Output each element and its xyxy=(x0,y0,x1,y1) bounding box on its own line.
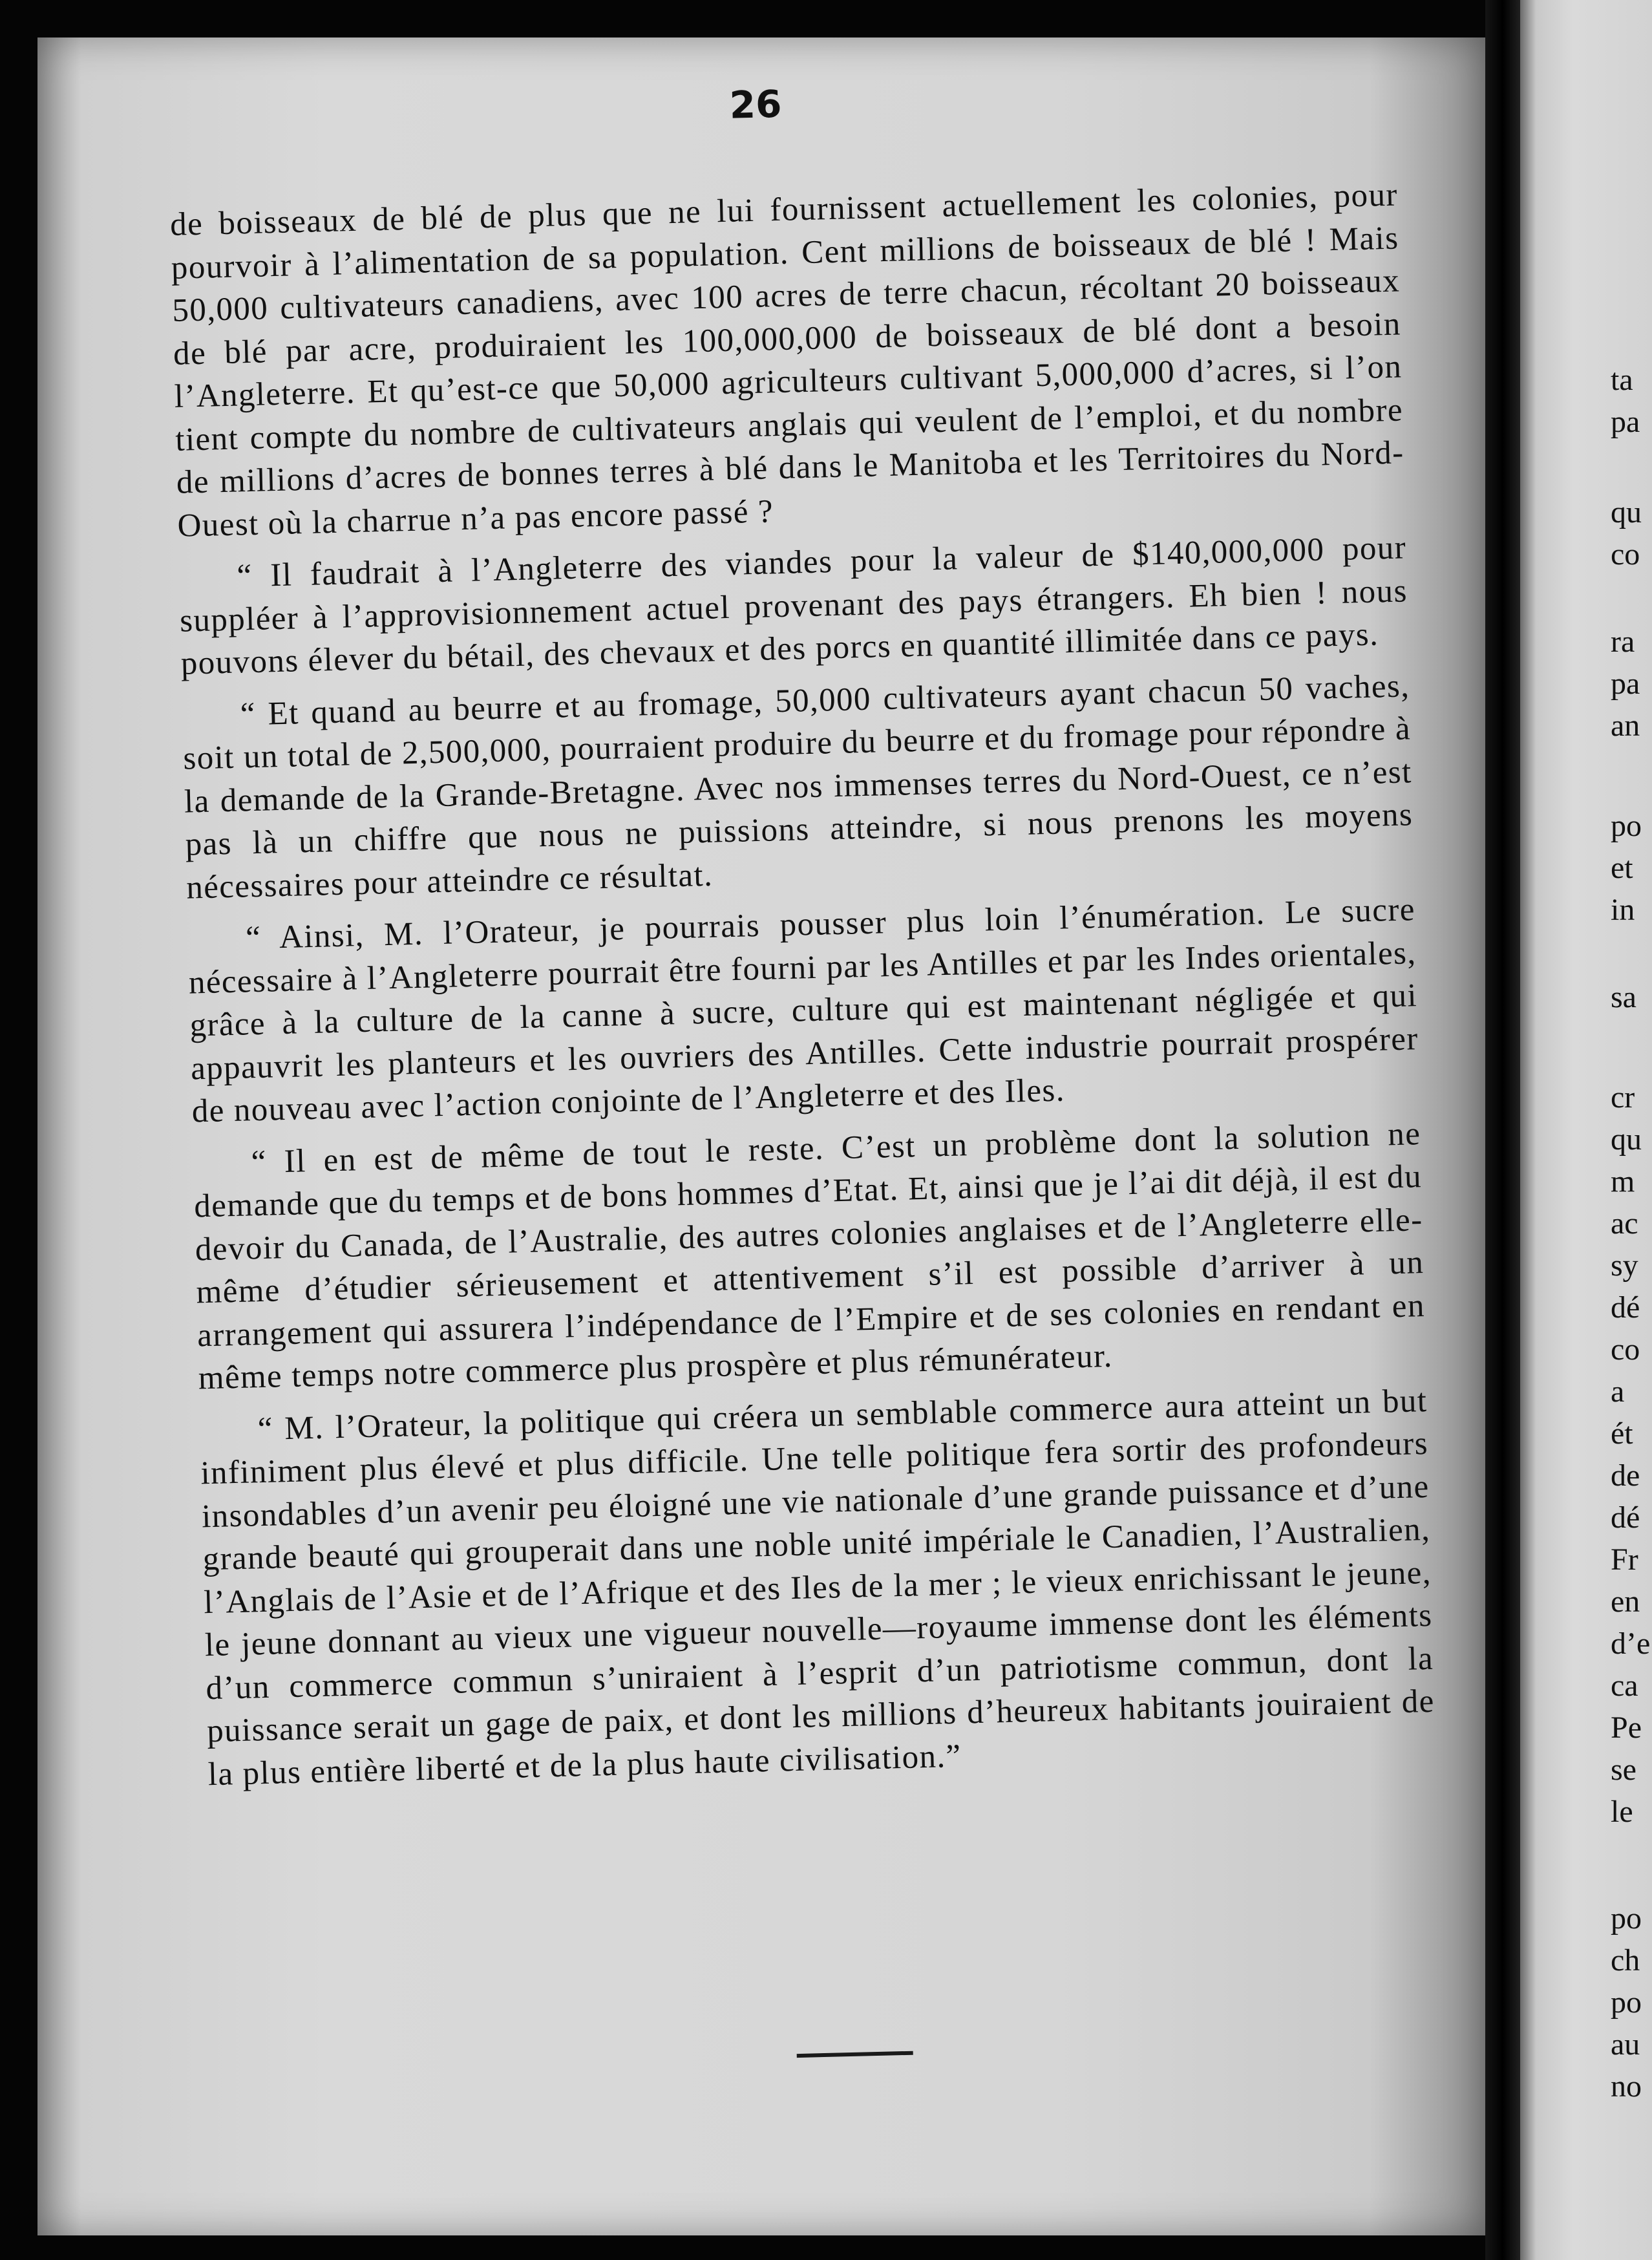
fragment-text: se xyxy=(1611,1753,1636,1787)
paragraph: “ Et quand au beurre et au fromage, 50,000 cultivateurs ayant chacun 50 vaches, soit un total de 2,500,000, pourraient produire du beurre et du fromage pour répondre à la demande de la Grande-Bretagne. Avec nos immenses terres du Nord-Ouest, ce n’est pas là un chiffre que nous ne puissions atteindre, si nous prenons les moyens nécessaires pour atteindre ce résultat. xyxy=(182,667,1414,906)
fragment-text: le xyxy=(1611,1795,1633,1829)
paragraph: “ Ainsi, M. l’Orateur, je pourrais pousser plus loin l’énumération. Le sucre nécessaire à l’Angleterre pourrait être fourni par les Antilles et par les Indes orientales, grâce à la culture de la canne à sucre, culture qui est maintenant négligée et qui appauvrit les planteurs et les ouvriers des Antilles. Cette industrie pourrait prospérer de nouveau avec l’action conjointe de l’Angleterre et des Iles. xyxy=(188,891,1419,1130)
fragment-text: dé xyxy=(1611,1290,1640,1325)
fragment-text: po xyxy=(1611,809,1642,843)
fragment-text: sa xyxy=(1611,980,1636,1014)
paragraph: “ M. l’Orateur, la politique qui créera un semblable commerce aura atteint un but infiniment plus élevé et plus difficile. Une telle politique fera sortir des profondeurs insondables d’un avenir peu éloigné une vie nationale d’une grande puissance et d’une grande beauté qui grouperait dans une noble unité impériale le Canadien, l’Australien, l’Anglais de l’Asie et de l’Afrique et des Iles de la mer ; le vieux enrichissant le jeune, le jeune donnant au vieux une vigueur nouvelle—royaume immense dont les éléments d’un commerce commun s’uniraient à l’esprit d’un patriotisme commun, dont la puissance serait un gage de paix, et dont les millions d’heureux habitants jouiraient de la plus entière liberté et de la plus haute civilisation.” xyxy=(200,1382,1435,1793)
fragment-text: ac xyxy=(1611,1206,1638,1241)
fragment-text: Fr xyxy=(1611,1542,1638,1577)
fragment-text: cr xyxy=(1611,1080,1635,1114)
fragment-text: m xyxy=(1611,1164,1635,1199)
fragment-text: co xyxy=(1611,1332,1640,1367)
fragment-text: ca xyxy=(1611,1668,1638,1703)
paragraph: de boisseaux de blé de plus que ne lui fournissent actuellement les colonies, pour pourvoir à l’alimentation de sa population. Cent millions de boisseaux de blé ! Mais 50,000 cultivateurs canadiens, avec 100 acres de terre chacun, récoltant 20 boisseaux de blé par acre, produiraient les 100,000,000 de boisseaux de blé dont a besoin l’Angleterre. Et qu’est-ce que 50,000 agriculteurs cultivant 5,000,000 d’acres, si l’on tient compte du nombre de cultivateurs anglais qui veulent de l’emploi, et du nombre de millions d’acres de bonnes terres à blé dans le Manitoba et les Territoires du Nord-Ouest où la charrue n’a pas encore passé ? xyxy=(169,176,1405,544)
fragment-text: no xyxy=(1611,2069,1642,2104)
fragment-text: pa xyxy=(1611,666,1640,701)
page-content xyxy=(11,20,1512,2253)
fragment-text: co xyxy=(1611,537,1640,571)
page-number: 26 xyxy=(728,81,783,127)
fragment-text: dé xyxy=(1611,1500,1640,1535)
fragment-text: ta xyxy=(1611,363,1633,397)
fragment-text: de xyxy=(1611,1458,1640,1493)
fragment-text: en xyxy=(1611,1584,1640,1619)
fragment-text: ra xyxy=(1611,624,1635,659)
book-gutter xyxy=(1485,0,1520,2260)
body-text xyxy=(169,174,1436,1806)
fragment-text: po xyxy=(1611,1985,1642,2020)
fragment-text: ch xyxy=(1611,1943,1640,1978)
fragment-text: a xyxy=(1611,1374,1625,1409)
fragment-text: sy xyxy=(1611,1248,1638,1283)
facing-page-fragment xyxy=(1520,0,1652,2260)
scanned-page xyxy=(37,37,1485,2235)
paragraph: “ Il faudrait à l’Angleterre des viandes pour la valeur de $140,000,000 pour suppléer à l’approvisionnement actuel provenant des pays étrangers. Eh bien ! nous pouvons élever du bétail, des chevaux et des porcs en quantité illimitée dans ce pays. xyxy=(179,529,1408,682)
fragment-text: an xyxy=(1611,709,1640,743)
fragment-text: au xyxy=(1611,2027,1640,2062)
fragment-text: ét xyxy=(1611,1416,1633,1451)
fragment-text: po xyxy=(1611,1901,1642,1935)
fragment-text: qu xyxy=(1611,1122,1642,1157)
fragment-text: d’e xyxy=(1611,1626,1651,1661)
fragment-text: et xyxy=(1611,851,1633,885)
fragment-text: pa xyxy=(1611,405,1640,439)
fragment-text: Pe xyxy=(1611,1711,1642,1745)
paragraph: “ Il en est de même de tout le reste. C’est un problème dont la solution ne demande que du temps et de bons hommes d’Etat. Et, ainsi que je l’ai dit déjà, il est du devoir du Canada, de l’Australie, des autres colonies anglaises et de l’Angleterre elle-même d’étudier sérieusement et attentivement s’il est possible d’arriver à un arrangement qui assurera l’indépendance de l’Empire et de ses colonies en rendant en même temps notre commerce plus prospère et plus rémunérateur. xyxy=(193,1115,1426,1397)
section-rule xyxy=(797,2051,913,2058)
fragment-text: in xyxy=(1611,893,1635,927)
fragment-text: qu xyxy=(1611,495,1642,529)
